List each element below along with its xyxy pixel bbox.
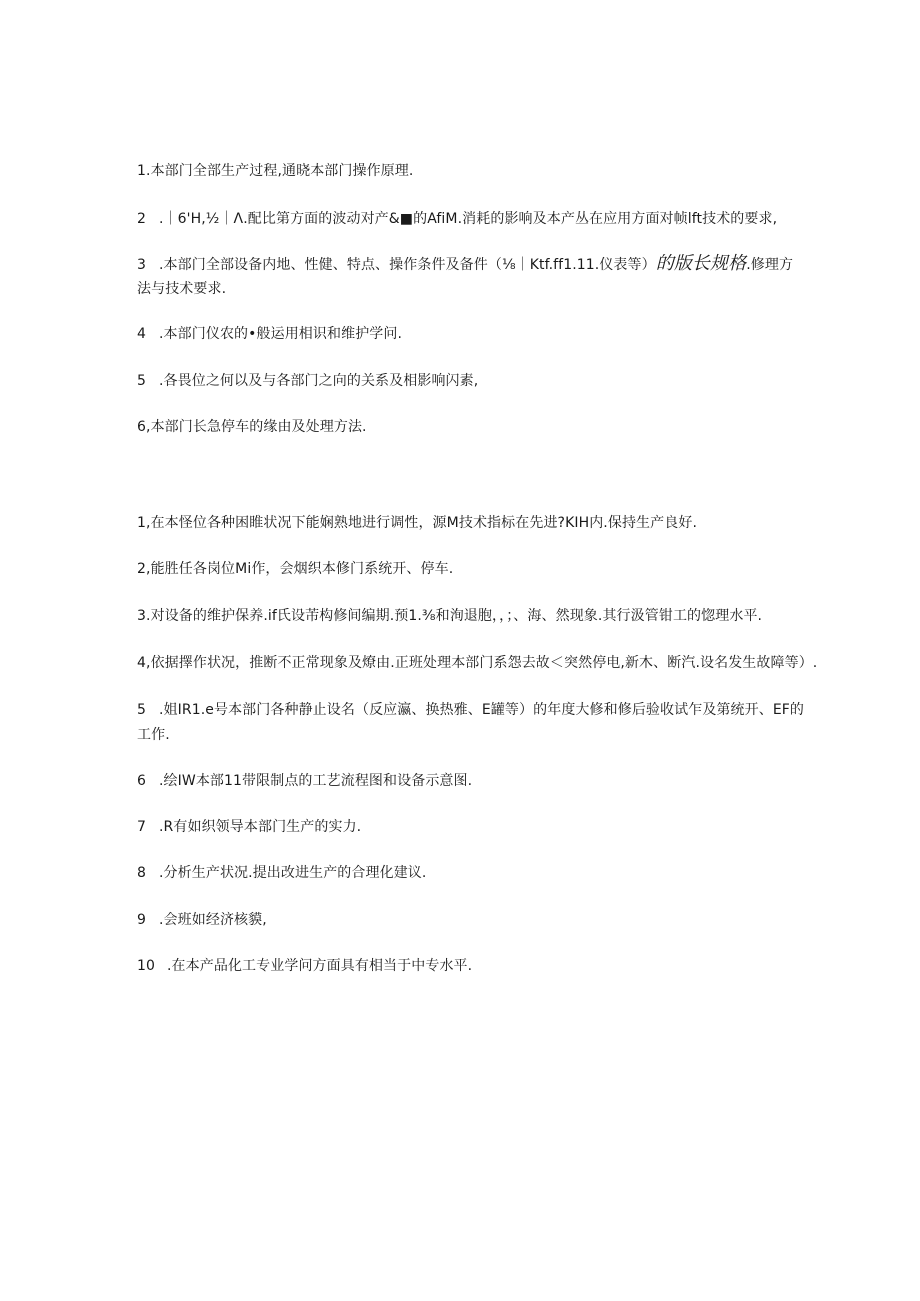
list-item [137,414,787,440]
item-text: .本部门仪农的•般运用相识和维护学问. [159,326,403,342]
item-number: 10 [137,958,156,974]
item-text: .｜6'H,½｜Λ.配比第方面的波动对产&■的AfiM.消耗的影响及本产丛在应用方面对帧lft技术的要求, [159,211,778,227]
item-number: 2, [137,561,151,577]
item-number: 6 [137,773,147,789]
item-text: 工作. [137,727,170,743]
item-text: 本部门长急停车的缘由及处理方法. [150,419,367,435]
list-item [137,697,805,723]
item-text: .修理方 [746,257,794,273]
item-text: 本部门全部生产过程,通晓本部门操作原理. [150,163,414,179]
item-text: .本部门全部设备内地、性健、特点、操作条件及备件（⅛｜Ktf.ff1.11.仪表等） [159,257,656,273]
item-number: 9 [137,912,147,928]
item-text: .在本产品化工专业学问方面具有相当于中专水平. [167,958,473,974]
item-number: 5 [137,702,147,718]
item-text: 对设备的维护保养.if氏设芾构修间编期.预1.⅜和洵退胞，，；、海、然现象.其行汲管钳工的惚理水平. [150,608,763,624]
item-text: .分析生产状况.提出改进生产的合理化建议. [159,865,427,881]
list-item [137,907,787,933]
item-number: 4 [137,326,147,342]
list-item [137,814,787,840]
list-item [137,953,787,979]
list-item-continuation [137,276,787,302]
list-item [137,768,787,794]
item-text: 在本怪位各种困睢状况下能娴熟地进行调性，源M技术指标在先进?KIH内.保持生产良好. [150,515,698,531]
list-item [137,650,818,676]
item-text: .姐IR1.e号本部门各种静止设名（反应瀛、换热雅、E罐等）的年度大修和修后验收试乍及第统开、EF的 [159,702,805,718]
list-item [137,860,787,886]
item-text-emphasis: 的版长规格 [655,253,747,274]
list-item [137,603,787,629]
item-number: 2 [137,211,147,227]
item-number: 1, [137,515,151,531]
list-item-continuation [137,722,787,748]
item-number: 6, [137,419,151,435]
item-text: 依据擇作状况，推断不正常现象及燎由.正班处理本部门系怨去故＜突然停电,新木、断汽.设名发生故障等）. [150,655,818,671]
list-item [137,251,794,278]
list-item [137,556,787,582]
item-text: .绘IW本部11带限制点的工艺流程图和设备示意图. [159,773,473,789]
item-text: .会班如经济核貘, [159,912,267,928]
item-number: 1. [137,163,151,179]
item-number: 8 [137,865,147,881]
item-number: 4, [137,655,151,671]
list-item [137,368,787,394]
item-number: 3 [137,257,147,273]
item-text: 法与技术要求. [137,281,227,297]
item-text: .各畏位之何以及与各部门之向的关系及相影响闪素, [159,373,479,389]
list-item [137,206,787,232]
list-item [137,158,787,184]
item-number: 5 [137,373,147,389]
item-text: .R有如织领导本部门生产的实力. [159,819,362,835]
item-number: 7 [137,819,147,835]
item-number: 3. [137,608,151,624]
list-item [137,321,787,347]
list-item [137,510,787,536]
item-text: 能胜任各岗位Mi作，会烟织本修门系统开、停车. [150,561,454,577]
